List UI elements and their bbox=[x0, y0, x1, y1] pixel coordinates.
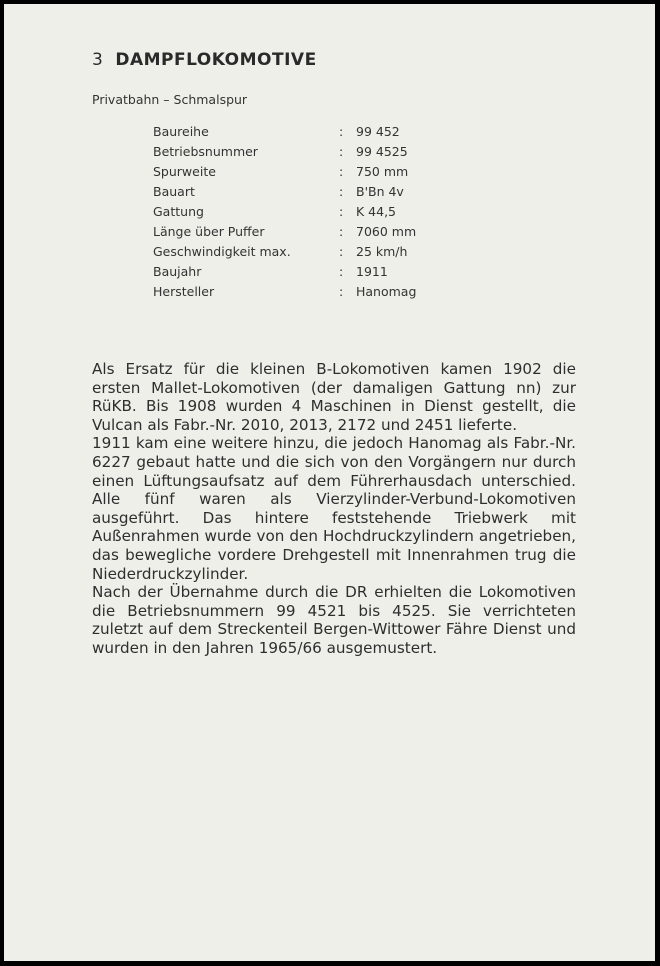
spec-value: B'Bn 4v bbox=[356, 184, 404, 199]
spec-row bbox=[153, 142, 483, 162]
paragraph: 1911 kam eine weitere hinzu, die jedoch Hanomag als Fabr.-Nr. 6227 gebaut hatte und die sich von den Vorgängern nur durch einen Lüftungsaufsatz auf dem Führerhausdach unterschied. Alle fünf waren als Vierzylinder-Verbund-Lokomotiven ausgeführt. Das hintere feststehende Triebwerk mit Außenrahmen wurde von den Hochdruckzylindern angetrieben, das bewegliche vordere Drehgestell mit Innenrahmen trug die Niederdruckzylinder. bbox=[92, 434, 576, 583]
spec-value: 25 km/h bbox=[356, 244, 408, 259]
spec-row bbox=[153, 242, 483, 262]
spec-label: Hersteller bbox=[153, 284, 215, 299]
spec-separator: : bbox=[339, 244, 344, 259]
spec-separator: : bbox=[339, 204, 344, 219]
page-heading bbox=[92, 50, 317, 70]
paragraph: Als Ersatz für die kleinen B-Lokomotiven kamen 1902 die ersten Mallet-Lokomotiven (der damaligen Gattung nn) zur RüKB. Bis 1908 wurden 4 Maschinen in Dienst gestellt, die Vulcan als Fabr.-Nr. 2010, 2013, 2172 und 2451 lieferte. bbox=[92, 360, 576, 434]
spec-separator: : bbox=[339, 224, 344, 239]
spec-value: 99 4525 bbox=[356, 144, 408, 159]
body-text bbox=[92, 360, 576, 658]
spec-separator: : bbox=[339, 264, 344, 279]
spec-row bbox=[153, 162, 483, 182]
spec-row bbox=[153, 222, 483, 242]
spec-value: 7060 mm bbox=[356, 224, 417, 239]
spec-row bbox=[153, 122, 483, 142]
spec-label: Geschwindigkeit max. bbox=[153, 244, 291, 259]
page bbox=[4, 4, 655, 961]
spec-row bbox=[153, 202, 483, 222]
spec-table bbox=[153, 122, 483, 302]
spec-label: Baureihe bbox=[153, 124, 209, 139]
spec-separator: : bbox=[339, 124, 344, 139]
spec-separator: : bbox=[339, 184, 344, 199]
spec-label: Länge über Puffer bbox=[153, 224, 265, 239]
spec-separator: : bbox=[339, 164, 344, 179]
page-subtitle: Privatbahn – Schmalspur bbox=[92, 92, 248, 107]
spec-label: Betriebsnummer bbox=[153, 144, 258, 159]
spec-value: 750 mm bbox=[356, 164, 409, 179]
page-title: DAMPFLOKOMOTIVE bbox=[115, 50, 317, 70]
spec-row bbox=[153, 182, 483, 202]
section-number: 3 bbox=[92, 50, 104, 70]
spec-value: K 44,5 bbox=[356, 204, 397, 219]
spec-row bbox=[153, 282, 483, 302]
paragraph: Nach der Übernahme durch die DR erhielten die Lokomotiven die Betriebsnummern 99 4521 bis 4525. Sie verrichteten zuletzt auf dem Streckenteil Bergen-Wittower Fähre Dienst und wurden in den Jahren 1965/66 ausgemustert. bbox=[92, 583, 576, 657]
spec-separator: : bbox=[339, 144, 344, 159]
spec-row bbox=[153, 262, 483, 282]
spec-label: Spurweite bbox=[153, 164, 216, 179]
spec-separator: : bbox=[339, 284, 344, 299]
spec-value: 99 452 bbox=[356, 124, 400, 139]
spec-label: Bauart bbox=[153, 184, 195, 199]
spec-label: Gattung bbox=[153, 204, 204, 219]
spec-label: Baujahr bbox=[153, 264, 202, 279]
spec-value: 1911 bbox=[356, 264, 388, 279]
spec-value: Hanomag bbox=[356, 284, 417, 299]
